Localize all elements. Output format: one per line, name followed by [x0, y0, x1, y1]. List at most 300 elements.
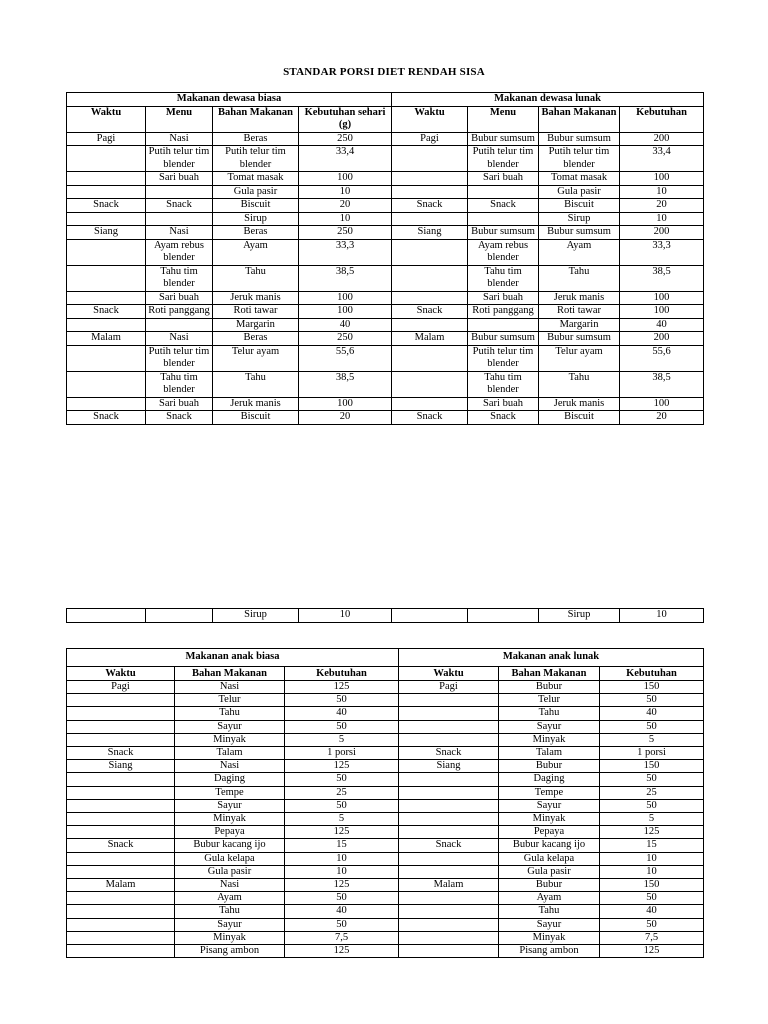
table-cell: Malam — [67, 332, 146, 346]
table-cell: Tahu — [175, 707, 285, 720]
table-cell: Beras — [213, 226, 299, 240]
table-cell — [468, 609, 539, 623]
adult-diet-table — [66, 92, 704, 425]
table-cell: Sirup — [539, 212, 620, 226]
table-cell: 50 — [600, 892, 704, 905]
table-cell: Sayur — [499, 720, 600, 733]
table-row — [67, 931, 704, 944]
table-cell: Snack — [392, 411, 468, 425]
table-cell: Telur ayam — [213, 345, 299, 371]
table-cell: 125 — [285, 826, 399, 839]
table-row — [67, 694, 704, 707]
table-cell: Siang — [392, 226, 468, 240]
table-cell: 125 — [285, 879, 399, 892]
table-cell: 50 — [285, 694, 399, 707]
table-cell: Tempe — [499, 786, 600, 799]
table-cell: 5 — [285, 813, 399, 826]
table-cell: 25 — [600, 786, 704, 799]
table-cell — [399, 826, 499, 839]
table-cell: Siang — [67, 760, 175, 773]
table-cell: Snack — [67, 305, 146, 319]
table-row — [67, 839, 704, 852]
table-cell — [67, 931, 175, 944]
table-cell: Tahu — [213, 371, 299, 397]
table-cell: 15 — [600, 839, 704, 852]
child-diet-table — [66, 648, 704, 958]
table-cell: 20 — [299, 411, 392, 425]
table-cell: Jeruk manis — [539, 397, 620, 411]
table-cell: 40 — [285, 707, 399, 720]
table-cell: 7,5 — [285, 931, 399, 944]
adult-table-header-row — [67, 106, 704, 132]
table-cell: 100 — [620, 305, 704, 319]
table-cell — [67, 707, 175, 720]
table-cell — [399, 786, 499, 799]
table-cell: Daging — [499, 773, 600, 786]
table-cell: Putih telur tim blender — [468, 146, 539, 172]
table-cell: 100 — [299, 172, 392, 186]
table-cell: Pagi — [392, 132, 468, 146]
table-cell: 40 — [600, 905, 704, 918]
table-row — [67, 681, 704, 694]
table-cell: Tahu tim blender — [468, 265, 539, 291]
table-cell: Minyak — [499, 931, 600, 944]
table-cell: 55,6 — [299, 345, 392, 371]
table-cell: Minyak — [499, 813, 600, 826]
table-cell: Tahu — [213, 265, 299, 291]
table-cell: Snack — [399, 839, 499, 852]
table-cell: 200 — [620, 132, 704, 146]
column-header: Kebutuhan sehari (g) — [299, 106, 392, 132]
table-cell — [67, 865, 175, 878]
table-cell: Margarin — [213, 318, 299, 332]
table-cell: Telur — [499, 694, 600, 707]
table-cell: Tomat masak — [539, 172, 620, 186]
table-cell: 250 — [299, 132, 392, 146]
table-row — [67, 318, 704, 332]
table-cell: Biscuit — [213, 199, 299, 213]
table-cell — [67, 371, 146, 397]
table-cell: Talam — [499, 747, 600, 760]
table-cell: 5 — [600, 813, 704, 826]
table-cell: 100 — [299, 397, 392, 411]
table-cell — [399, 945, 499, 958]
table-cell: 100 — [620, 291, 704, 305]
table-cell — [67, 720, 175, 733]
table-cell: Biscuit — [539, 411, 620, 425]
table-cell: Margarin — [539, 318, 620, 332]
table-cell — [399, 813, 499, 826]
table-cell: 125 — [600, 826, 704, 839]
table-cell: 20 — [620, 199, 704, 213]
table-cell: 33,4 — [620, 146, 704, 172]
table-row — [67, 345, 704, 371]
table-cell: 50 — [600, 918, 704, 931]
table-cell: Ayam rebus blender — [146, 239, 213, 265]
table-cell: Sari buah — [468, 291, 539, 305]
adult-diet-table-continued — [66, 608, 704, 623]
table-cell: Sayur — [499, 918, 600, 931]
table-cell: 20 — [299, 199, 392, 213]
table-row — [67, 813, 704, 826]
table-cell — [67, 146, 146, 172]
table-cell: Putih telur tim blender — [146, 345, 213, 371]
table-cell: Pisang ambon — [175, 945, 285, 958]
table-cell: Bubur — [499, 681, 600, 694]
table-cell: Ayam rebus blender — [468, 239, 539, 265]
table-cell: 200 — [620, 332, 704, 346]
table-cell: 38,5 — [620, 371, 704, 397]
table-row — [67, 773, 704, 786]
table-row — [67, 172, 704, 186]
table-cell: 55,6 — [620, 345, 704, 371]
table-row — [67, 239, 704, 265]
table-row — [67, 226, 704, 240]
table-cell: Ayam — [499, 892, 600, 905]
table-cell: Sayur — [175, 720, 285, 733]
table-cell: 150 — [600, 879, 704, 892]
table-cell: Tahu — [539, 371, 620, 397]
table-cell: Snack — [67, 411, 146, 425]
table-cell: Malam — [392, 332, 468, 346]
table-cell: Tahu — [175, 905, 285, 918]
table-cell — [67, 318, 146, 332]
table-cell — [399, 918, 499, 931]
table-cell: Bubur sumsum — [539, 132, 620, 146]
table-cell: Pagi — [67, 132, 146, 146]
table-cell — [392, 609, 468, 623]
table-cell: 15 — [285, 839, 399, 852]
column-header: Bahan Makanan — [499, 667, 600, 681]
table-cell — [67, 733, 175, 746]
table-cell: Nasi — [146, 226, 213, 240]
table-cell: Gula kelapa — [499, 852, 600, 865]
table-row — [67, 826, 704, 839]
column-header: Bahan Makanan — [213, 106, 299, 132]
table-cell: Snack — [67, 839, 175, 852]
table-cell — [67, 265, 146, 291]
table-row — [67, 332, 704, 346]
column-header: Kebutuhan — [600, 667, 704, 681]
table-cell: Snack — [399, 747, 499, 760]
table-cell — [399, 852, 499, 865]
table-cell — [399, 892, 499, 905]
table-cell: Ayam — [539, 239, 620, 265]
table-row — [67, 707, 704, 720]
table-cell — [67, 345, 146, 371]
table-cell: Roti panggang — [146, 305, 213, 319]
table-cell: 50 — [600, 694, 704, 707]
table-cell: Snack — [468, 199, 539, 213]
table-row — [67, 799, 704, 812]
column-header: Waktu — [392, 106, 468, 132]
table-cell: 250 — [299, 226, 392, 240]
document-title: STANDAR PORSI DIET RENDAH SISA — [283, 66, 485, 78]
table-row — [67, 199, 704, 213]
table-cell: 125 — [285, 945, 399, 958]
table-cell: Sari buah — [468, 397, 539, 411]
table-cell: 150 — [600, 681, 704, 694]
table-cell: 40 — [299, 318, 392, 332]
table-cell: Siang — [67, 226, 146, 240]
table-cell: 50 — [600, 773, 704, 786]
table-cell — [67, 239, 146, 265]
table-cell: Sayur — [499, 799, 600, 812]
table-cell: Ayam — [175, 892, 285, 905]
table-cell: Putih telur tim blender — [468, 345, 539, 371]
table-cell: Pagi — [67, 681, 175, 694]
group-header-child-regular: Makanan anak biasa — [67, 649, 399, 667]
table-row — [67, 905, 704, 918]
table-cell: 125 — [285, 681, 399, 694]
table-cell: Talam — [175, 747, 285, 760]
table-cell — [146, 609, 213, 623]
table-cell: 50 — [285, 773, 399, 786]
table-cell: Bubur sumsum — [468, 226, 539, 240]
table-cell: 200 — [620, 226, 704, 240]
table-cell: 10 — [600, 865, 704, 878]
table-cell — [399, 773, 499, 786]
table-cell: Bubur kacang ijo — [175, 839, 285, 852]
table-cell: 10 — [620, 609, 704, 623]
table-cell: Tahu — [499, 707, 600, 720]
table-row — [67, 132, 704, 146]
table-row — [67, 786, 704, 799]
table-cell: Jeruk manis — [539, 291, 620, 305]
table-row — [67, 720, 704, 733]
table-row — [67, 918, 704, 931]
table-cell — [67, 813, 175, 826]
table-cell: 50 — [285, 918, 399, 931]
table-cell — [67, 773, 175, 786]
table-cell: Jeruk manis — [213, 397, 299, 411]
column-header: Bahan Makanan — [175, 667, 285, 681]
table-cell: 100 — [620, 172, 704, 186]
table-cell: Tempe — [175, 786, 285, 799]
table-cell: 38,5 — [299, 371, 392, 397]
table-cell: Snack — [392, 199, 468, 213]
table-cell — [67, 918, 175, 931]
table-cell: Beras — [213, 332, 299, 346]
column-header: Kebutuhan — [620, 106, 704, 132]
column-header: Waktu — [399, 667, 499, 681]
table-cell — [468, 318, 539, 332]
table-cell — [399, 694, 499, 707]
table-cell: 150 — [600, 760, 704, 773]
table-cell: 5 — [600, 733, 704, 746]
table-cell: Sirup — [213, 609, 299, 623]
table-row — [67, 879, 704, 892]
table-cell: Minyak — [499, 733, 600, 746]
table-cell: Tahu — [499, 905, 600, 918]
table-cell: Minyak — [175, 931, 285, 944]
table-cell — [399, 707, 499, 720]
table-cell: Tahu tim blender — [146, 371, 213, 397]
table-cell: Roti tawar — [213, 305, 299, 319]
table-cell: Biscuit — [213, 411, 299, 425]
table-row — [67, 397, 704, 411]
table-cell: Gula pasir — [539, 185, 620, 199]
table-cell: Tahu tim blender — [146, 265, 213, 291]
table-cell — [67, 945, 175, 958]
table-cell — [392, 239, 468, 265]
table-cell: Snack — [392, 305, 468, 319]
table-cell: 50 — [285, 892, 399, 905]
column-header: Menu — [468, 106, 539, 132]
table-cell: Snack — [67, 747, 175, 760]
table-cell — [67, 172, 146, 186]
table-cell: 100 — [299, 291, 392, 305]
table-cell: Beras — [213, 132, 299, 146]
table-cell: Nasi — [146, 132, 213, 146]
table-cell — [392, 146, 468, 172]
table-cell — [67, 694, 175, 707]
table-cell: Pepaya — [499, 826, 600, 839]
table-cell: 40 — [620, 318, 704, 332]
table-row — [67, 265, 704, 291]
column-header: Waktu — [67, 667, 175, 681]
column-header: Menu — [146, 106, 213, 132]
table-cell: 40 — [285, 905, 399, 918]
table-cell — [399, 905, 499, 918]
table-cell: Tahu tim blender — [468, 371, 539, 397]
table-cell: Pepaya — [175, 826, 285, 839]
column-header: Waktu — [67, 106, 146, 132]
table-cell — [67, 852, 175, 865]
table-cell: Nasi — [175, 681, 285, 694]
table-cell: Daging — [175, 773, 285, 786]
column-header: Bahan Makanan — [539, 106, 620, 132]
table-cell: Tahu — [539, 265, 620, 291]
table-cell — [67, 185, 146, 199]
table-cell: Snack — [146, 411, 213, 425]
table-cell: 33,4 — [299, 146, 392, 172]
table-cell — [468, 185, 539, 199]
table-row — [67, 371, 704, 397]
table-cell: 125 — [600, 945, 704, 958]
table-row — [67, 852, 704, 865]
table-cell: 50 — [600, 720, 704, 733]
table-cell: Pagi — [399, 681, 499, 694]
table-cell — [392, 371, 468, 397]
table-cell: Roti panggang — [468, 305, 539, 319]
table-cell: Nasi — [175, 760, 285, 773]
table-cell: Jeruk manis — [213, 291, 299, 305]
table-row — [67, 733, 704, 746]
table-cell: 10 — [620, 212, 704, 226]
table-cell: Minyak — [175, 733, 285, 746]
table-row — [67, 305, 704, 319]
table-cell — [468, 212, 539, 226]
table-row — [67, 185, 704, 199]
table-cell: 40 — [600, 707, 704, 720]
table-cell — [67, 291, 146, 305]
table-cell: 1 porsi — [600, 747, 704, 760]
table-row — [67, 760, 704, 773]
table-row — [67, 212, 704, 226]
table-cell — [67, 799, 175, 812]
table-cell: 10 — [285, 865, 399, 878]
table-cell: 7,5 — [600, 931, 704, 944]
table-cell: 38,5 — [299, 265, 392, 291]
table-cell: Sirup — [539, 609, 620, 623]
table-cell: Sirup — [213, 212, 299, 226]
table-cell: 5 — [285, 733, 399, 746]
table-cell: Gula pasir — [499, 865, 600, 878]
table-row — [67, 291, 704, 305]
table-cell: Telur — [175, 694, 285, 707]
table-row — [67, 747, 704, 760]
table-cell — [399, 865, 499, 878]
table-cell: Sari buah — [146, 397, 213, 411]
table-cell: Sari buah — [146, 172, 213, 186]
table-row — [67, 865, 704, 878]
table-cell: 100 — [620, 397, 704, 411]
table-row — [67, 609, 704, 623]
table-cell — [146, 212, 213, 226]
table-cell — [392, 318, 468, 332]
table-cell: 10 — [285, 852, 399, 865]
table-cell: 38,5 — [620, 265, 704, 291]
table-cell — [67, 212, 146, 226]
table-cell: Malam — [67, 879, 175, 892]
table-cell: Bubur sumsum — [539, 332, 620, 346]
table-cell: 50 — [600, 799, 704, 812]
table-cell — [67, 892, 175, 905]
table-cell — [399, 799, 499, 812]
table-cell: Gula pasir — [213, 185, 299, 199]
table-cell: 125 — [285, 760, 399, 773]
table-cell: 10 — [299, 212, 392, 226]
table-cell: Bubur sumsum — [539, 226, 620, 240]
table-cell: 10 — [600, 852, 704, 865]
table-cell: 25 — [285, 786, 399, 799]
table-cell — [392, 172, 468, 186]
table-cell: 250 — [299, 332, 392, 346]
table-cell: Nasi — [175, 879, 285, 892]
table-cell: Bubur — [499, 760, 600, 773]
table-cell: Tomat masak — [213, 172, 299, 186]
table-cell: Snack — [468, 411, 539, 425]
table-cell — [392, 345, 468, 371]
table-cell — [67, 905, 175, 918]
table-cell: Siang — [399, 760, 499, 773]
table-row — [67, 892, 704, 905]
table-cell: Putih telur tim blender — [539, 146, 620, 172]
table-cell: 50 — [285, 720, 399, 733]
table-cell — [392, 397, 468, 411]
table-cell: Gula pasir — [175, 865, 285, 878]
table-cell: Malam — [399, 879, 499, 892]
table-cell: 1 porsi — [285, 747, 399, 760]
table-cell: 10 — [299, 609, 392, 623]
table-cell: Bubur — [499, 879, 600, 892]
table-cell: 100 — [299, 305, 392, 319]
table-cell: Sari buah — [468, 172, 539, 186]
table-cell — [67, 397, 146, 411]
child-table-header-row — [67, 667, 704, 681]
table-cell: 10 — [620, 185, 704, 199]
table-cell: Sayur — [175, 918, 285, 931]
group-header-child-soft: Makanan anak lunak — [399, 649, 704, 667]
table-cell: 50 — [285, 799, 399, 812]
table-cell: Gula kelapa — [175, 852, 285, 865]
table-cell: Bubur sumsum — [468, 332, 539, 346]
table-cell: Ayam — [213, 239, 299, 265]
table-cell: Telur ayam — [539, 345, 620, 371]
table-cell: 33,3 — [620, 239, 704, 265]
table-cell — [67, 786, 175, 799]
